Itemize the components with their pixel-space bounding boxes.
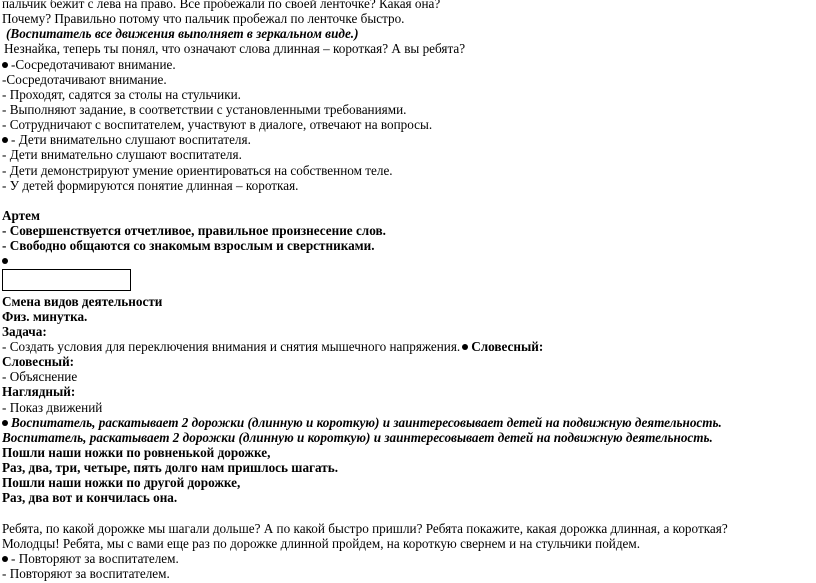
text-line: - Создать условия для переключения внимания и снятия мышечного напряжения. — [2, 338, 461, 354]
text-line: -Сосредотачивают внимание. — [11, 56, 176, 72]
text-line: - Проходят, садятся за столы на стульчики. — [2, 86, 241, 102]
poem-line: Пошли наши ножки по ровненькой дорожке, — [2, 444, 271, 460]
text-line: -Сосредотачивают внимание. — [2, 71, 167, 87]
bullet-line — [2, 415, 814, 430]
bold-line: Физ. минутка. — [2, 308, 88, 324]
text-line: Молодцы! Ребята, мы с вами еще раз по дорожке длинной пройдем, на короткую свернем и на стульчики пойдем. — [2, 535, 641, 551]
bullet-icon — [2, 137, 8, 143]
text-line: - Выполняют задание, в соответствии с установленными требованиями. — [2, 101, 407, 117]
text-line: - Дети внимательно слушают воспитателя. — [11, 132, 251, 148]
bullet-icon — [2, 420, 8, 426]
text-line: - Повторяют за воспитателем. — [11, 550, 179, 566]
text-line: - Дети демонстрируют умение ориентироваться на собственном теле. — [2, 162, 393, 178]
blank-line — [2, 506, 814, 521]
bold-line: - Совершенствуется отчетливое, правильное произнесение слов. — [2, 223, 386, 239]
text-line: Незнайка, теперь ты понял, что означают слова длинная – короткая? А вы ребята? — [4, 41, 466, 57]
bullet-line — [2, 57, 814, 72]
poem-line: Раз, два вот и кончилась она. — [2, 490, 178, 506]
text-line: - У детей формируются понятие длинная – короткая. — [2, 177, 299, 193]
bullet-icon — [2, 556, 8, 562]
bullet-icon — [2, 258, 8, 264]
poem-line: Пошли наши ножки по другой дорожке, — [2, 475, 241, 491]
italic-note: (Воспитатель все движения выполняет в зеркальном виде.) — [6, 26, 359, 42]
section-heading: Артем — [2, 207, 40, 223]
document-page — [2, 0, 814, 581]
text-line: - Показ движений — [2, 399, 103, 415]
text-line: пальчик бежит с лева на право. Все пробежали по своей ленточке? Какая она? — [2, 0, 441, 11]
blank-line — [2, 193, 814, 208]
bullet-icon — [2, 62, 8, 68]
bold-line: Наглядный: — [2, 384, 76, 400]
text-line: Почему? Правильно потому что пальчик пробежал по ленточке быстро. — [2, 11, 405, 27]
bold-line: Словесный: — [2, 354, 75, 370]
text-line: - Объяснение — [2, 369, 78, 385]
bullet-line — [2, 253, 814, 268]
bullet-line — [2, 551, 814, 566]
italic-bold-line: Воспитатель, раскатывает 2 дорожки (длинную и короткую) и заинтересовывает детей на подвижную деятельность. — [2, 429, 713, 445]
empty-text-box — [2, 269, 131, 291]
bold-line: - Свободно общаются со знакомым взрослым и сверстниками. — [2, 238, 375, 254]
poem-line: Раз, два, три, четыре, пять долго нам пришлось шагать. — [2, 460, 339, 476]
mixed-line — [2, 339, 814, 354]
italic-bold-line: Воспитатель, раскатывает 2 дорожки (длинную и короткую) и заинтересовывает детей на подвижную деятельность. — [11, 414, 722, 430]
section-heading: Смена видов деятельности — [2, 293, 163, 309]
bullet-icon — [462, 344, 468, 350]
bold-line: Задача: — [2, 323, 47, 339]
text-line: - Повторяют за воспитателем. — [2, 566, 170, 582]
text-line: Ребята, по какой дорожке мы шагали дольше? А по какой быстро пришли? Ребята покажите, какая дорожка длинная, а короткая? — [2, 520, 728, 536]
bullet-line — [2, 132, 814, 147]
text-line: - Дети внимательно слушают воспитателя. — [2, 147, 242, 163]
bold-label: Словесный: — [471, 338, 544, 354]
text-line: - Сотрудничают с воспитателем, участвуют в диалоге, отвечают на вопросы. — [2, 117, 433, 133]
